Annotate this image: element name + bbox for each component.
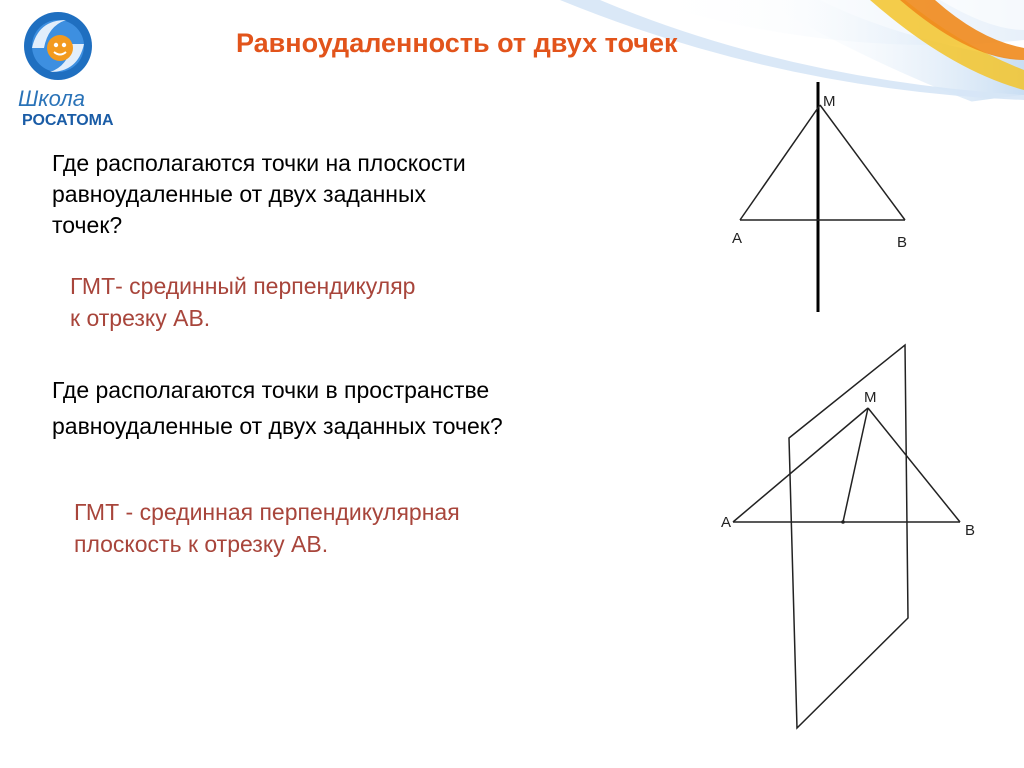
label-a: A <box>721 514 732 531</box>
answer-space-line: ГМТ - срединная перпендикулярная <box>74 499 460 525</box>
question-plane-line: Где располагаются точки на плоскости <box>52 150 466 176</box>
midpoint-dot <box>841 520 845 524</box>
slide-title: Равноудаленность от двух точек <box>236 28 678 58</box>
logo-line2: РОСАТОМА <box>22 112 114 129</box>
label-a: A <box>732 230 743 247</box>
label-b: B <box>897 234 908 251</box>
segment-am <box>733 408 868 522</box>
bisector-plane <box>789 345 908 728</box>
segment-mb <box>868 408 960 522</box>
question-space-line: Где располагаются точки в пространстве <box>52 377 490 403</box>
question-space-line: равноудаленные от двух заданных точек? <box>52 413 503 439</box>
label-b: B <box>965 522 976 539</box>
question-plane-line: точек? <box>52 212 123 238</box>
answer-space-line: плоскость к отрезку АВ. <box>74 531 329 557</box>
question-plane-line: равноудаленные от двух заданных <box>52 181 427 207</box>
label-m: M <box>823 93 836 110</box>
logo-line1: Школа <box>18 86 86 111</box>
label-m: M <box>864 389 877 406</box>
answer-plane-line: ГМТ- срединный перпендикуляр <box>70 273 416 299</box>
answer-plane-line: к отрезку АВ. <box>70 305 211 331</box>
